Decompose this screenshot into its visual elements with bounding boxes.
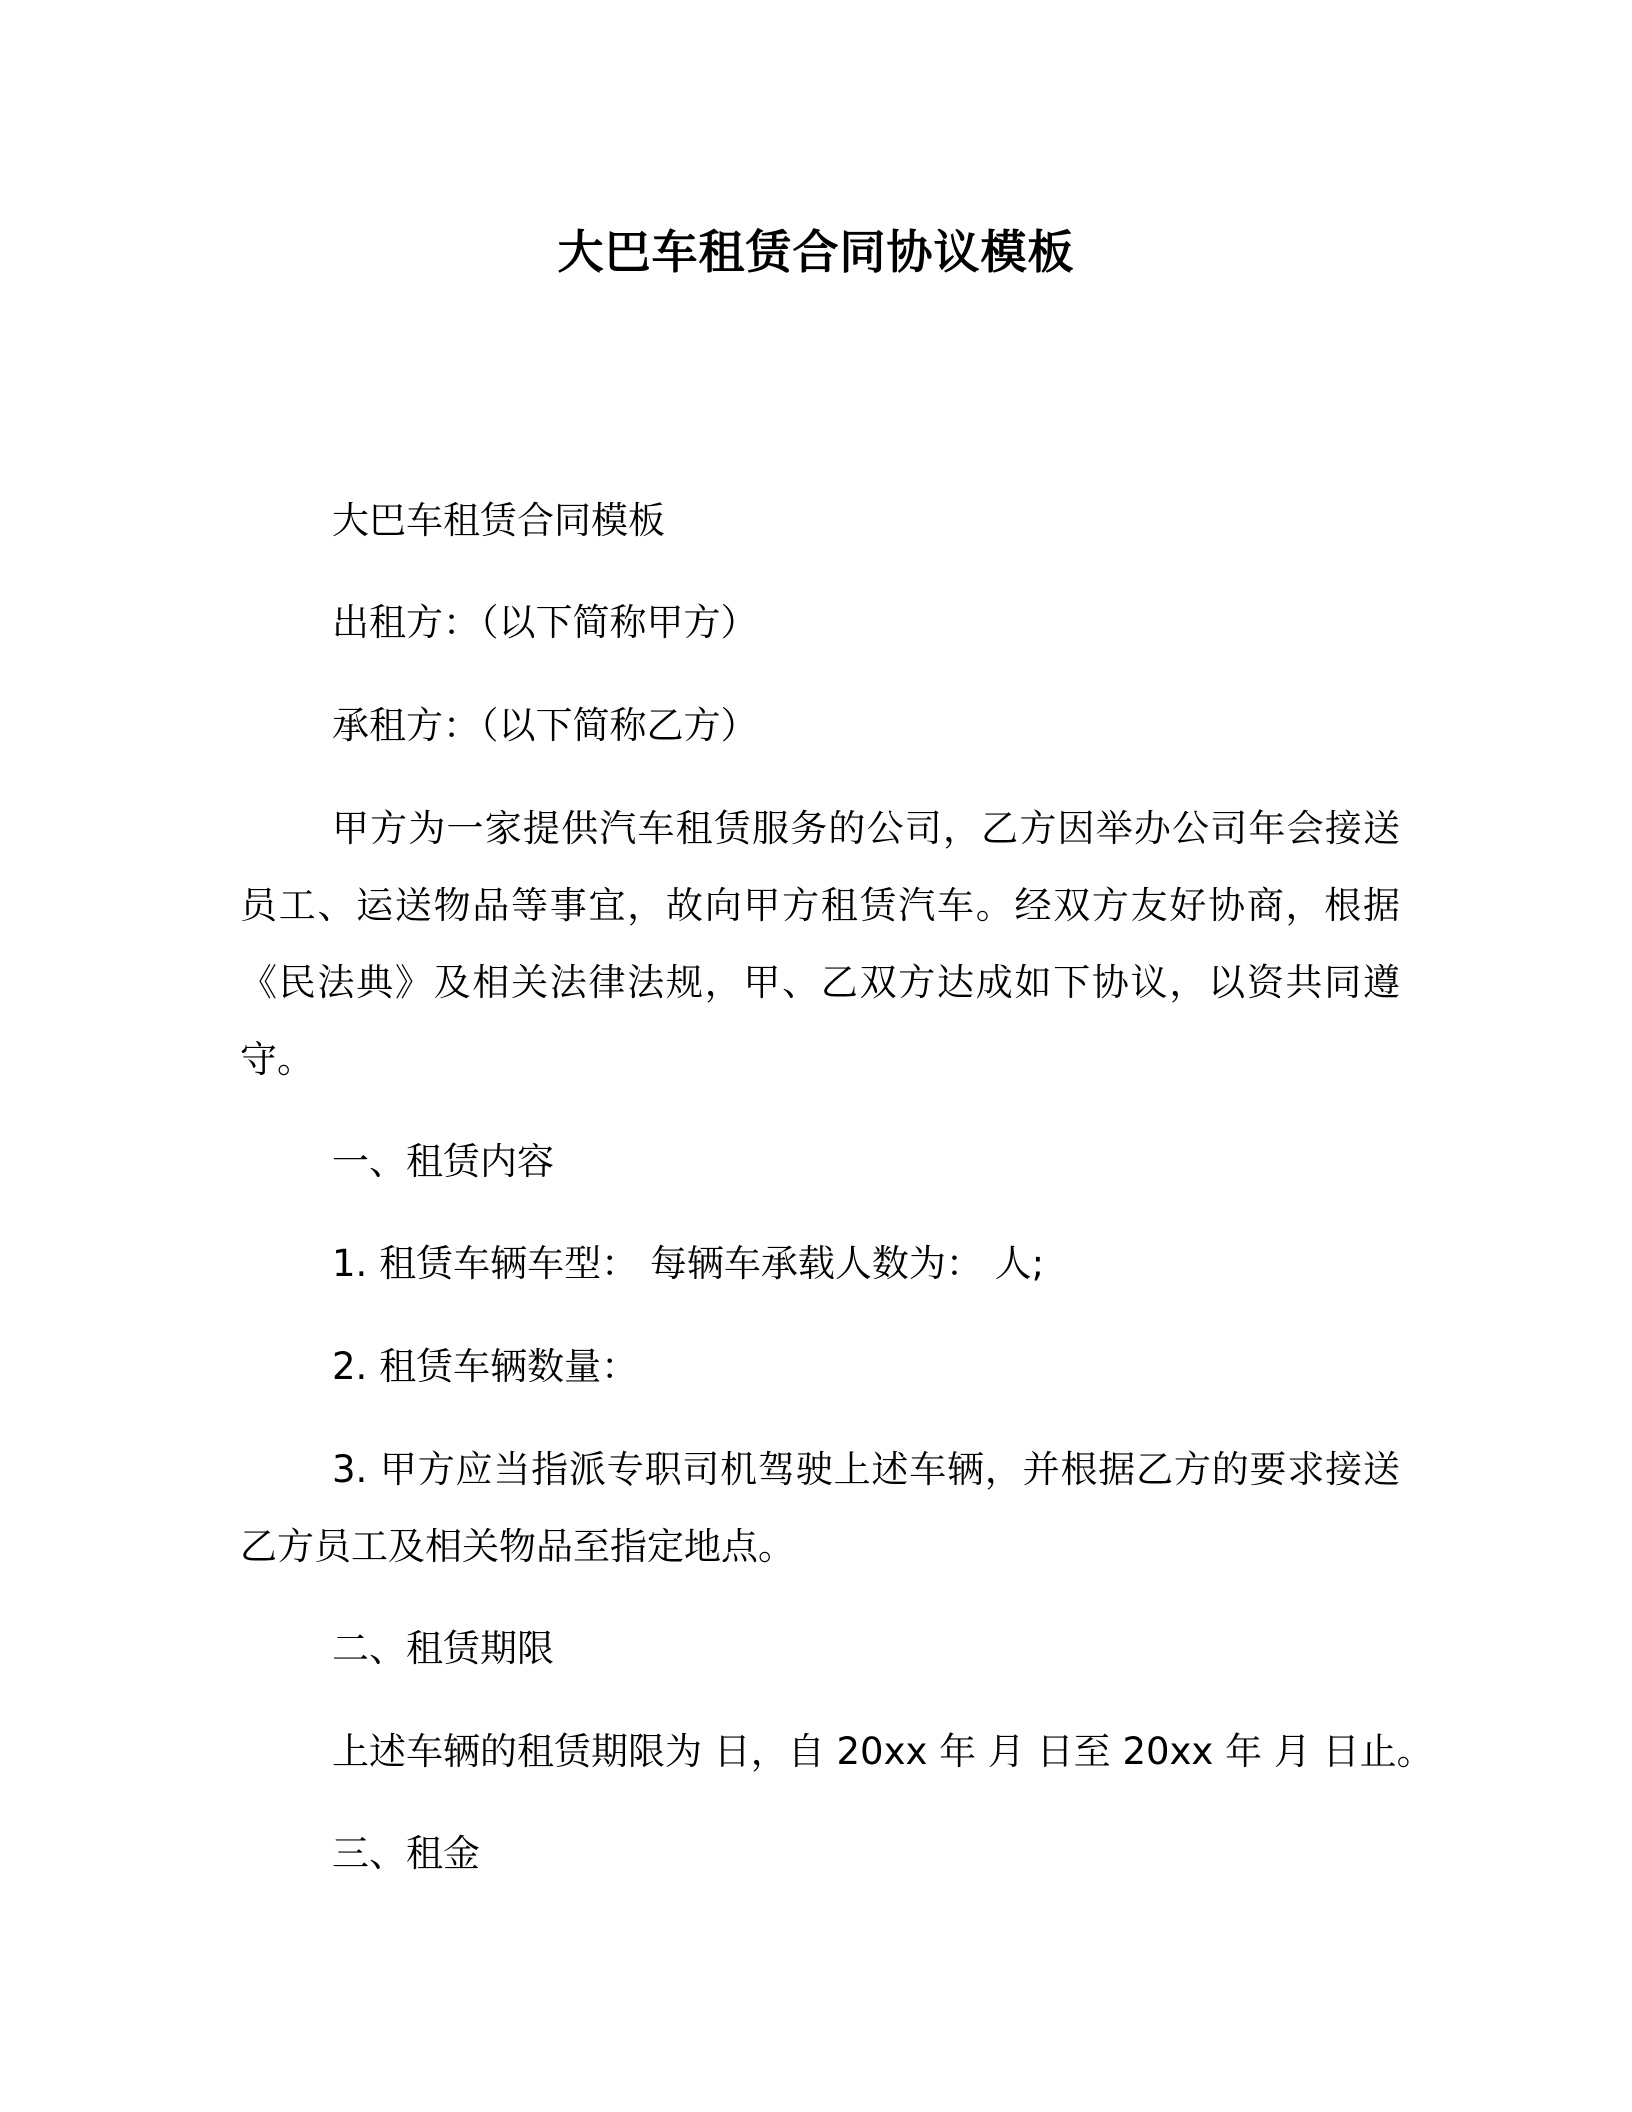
- item-vehicle-type: 1. 租赁车辆车型： 每辆车承载人数为： 人;: [332, 1242, 1045, 1285]
- item-vehicle-count: 2. 租赁车辆数量：: [332, 1345, 639, 1388]
- item-driver-assignment: 3. 甲方应当指派专职司机驾驶上述车辆，并根据乙方的要求接送乙方员工及相关物品至指定地点。: [240, 1448, 1400, 1568]
- section-heading-lease-term: 二、租赁期限: [332, 1627, 554, 1670]
- section-heading-lease-content: 一、租赁内容: [332, 1140, 554, 1183]
- lessee-line: 承租方：（以下简称乙方）: [332, 704, 758, 747]
- lease-term-text: 上述车辆的租赁期限为 日，自 20xx 年 月 日至 20xx 年 月 日止。: [332, 1730, 1434, 1773]
- document-title: 大巴车租赁合同协议模板: [557, 225, 1075, 279]
- intro-paragraph: 甲方为一家提供汽车租赁服务的公司，乙方因举办公司年会接送员工、运送物品等事宜，故向甲方租赁汽车。经双方友好协商，根据《民法典》及相关法律法规，甲、乙双方达成如下协议，以资共同遵守。: [240, 807, 1400, 1081]
- lessor-line: 出租方：（以下简称甲方）: [332, 601, 758, 644]
- section-heading-rent: 三、租金: [332, 1832, 480, 1875]
- contract-subtitle: 大巴车租赁合同模板: [332, 499, 665, 542]
